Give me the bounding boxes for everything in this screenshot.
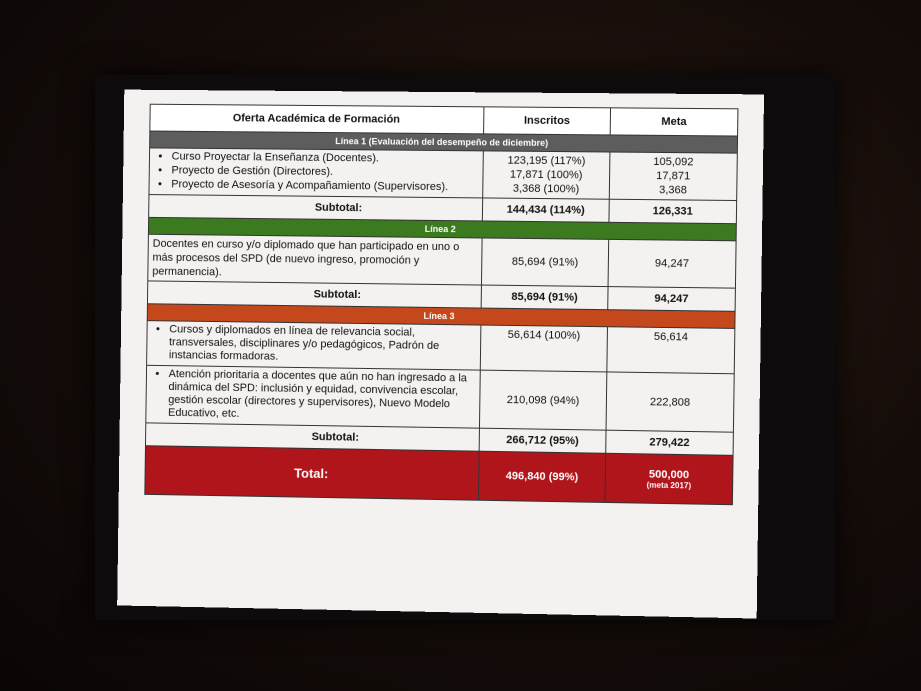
total-goal: 500,000 [648, 468, 690, 481]
total-goal-note: (meta 2017) [646, 480, 692, 490]
line1-enrolled-value: 123,195 (117%) [507, 154, 586, 168]
line3-title: Línea 3 [147, 304, 735, 329]
line1-goal-value: 17,871 [656, 170, 691, 183]
line1-subtotal-goal: 126,331 [609, 199, 737, 223]
line1-enrolled-value: 17,871 (100%) [509, 168, 583, 182]
line2-row [148, 234, 736, 288]
line2-subtotal-enrolled: 85,694 (91%) [481, 285, 608, 310]
header-goal: Meta [610, 108, 738, 136]
line2-subtotal-label: Subtotal: [147, 281, 481, 308]
line1-subtotal-enrolled: 144,434 (114%) [482, 198, 609, 222]
line1-subtotal-label: Subtotal: [149, 195, 483, 221]
line2-subtotal-goal: 94,247 [608, 287, 736, 312]
line3-item1-cell [147, 321, 481, 370]
header-offer: Oferta Académica de Formación [150, 104, 484, 134]
line3-subtotal-goal: 279,422 [606, 430, 734, 455]
line1-row [149, 148, 737, 201]
presentation-slide [117, 90, 764, 619]
line3-subtotal-enrolled: 266,712 (95%) [479, 428, 606, 453]
line3-item2-enrolled: 210,098 (94%) [479, 370, 606, 430]
line3-item2-cell [146, 365, 480, 428]
total-goal-cell [605, 453, 733, 504]
line1-enrolled-value: 3,368 (100%) [512, 182, 580, 196]
line1-item: • Proyecto de Asesoría y Acompañamiento (Supervisores). [171, 178, 478, 194]
line2-goal: 94,247 [608, 239, 736, 288]
line1-goal-value: 3,368 [658, 184, 688, 197]
line3-item2-goal: 222,808 [606, 372, 734, 432]
header-enrolled: Inscritos [484, 107, 611, 135]
line3-item1-enrolled: 56,614 (100%) [480, 325, 607, 372]
line3-subtotal-label: Subtotal: [145, 423, 479, 451]
line3-item: • Atención prioritaria a docentes que aún no han ingresado a la dinámica del SPD: inclusión y equidad, convivencia escolar, gestión escolar (directores y supervisores), Nuevo Modelo Educativo, etc. [168, 368, 476, 424]
line2-text: Docentes en curso y/o diplomado que han participado en uno o más procesos del SPD (de nuevo ingreso, promoción y permanencia). [148, 234, 482, 285]
line2-enrolled: 85,694 (91%) [481, 238, 608, 287]
total-label: Total: [145, 446, 479, 501]
line2-title: Línea 2 [148, 217, 736, 240]
line1-title: Línea 1 (Evaluación del desempeño de diciembre) [150, 131, 738, 153]
total-enrolled: 496,840 (99%) [478, 451, 605, 502]
line3-item1-goal: 56,614 [607, 327, 735, 374]
line1-item: • Curso Proyectar la Enseñanza (Docentes). [172, 151, 479, 167]
line3-row-2 [146, 365, 734, 432]
line1-goal-value: 105,092 [653, 155, 694, 169]
line1-enrolled [483, 151, 610, 199]
line1-items [149, 148, 483, 198]
line1-goal [609, 152, 737, 200]
academic-offer-table [144, 104, 738, 506]
line1-item: • Proyecto de Gestión (Directores). [171, 164, 478, 180]
line3-item: • Cursos y diplomados en línea de relevancia social, transversales, disciplinares y/o pedagógicos, Padrón de instancias formadoras. [169, 323, 477, 366]
total-row [145, 446, 733, 505]
